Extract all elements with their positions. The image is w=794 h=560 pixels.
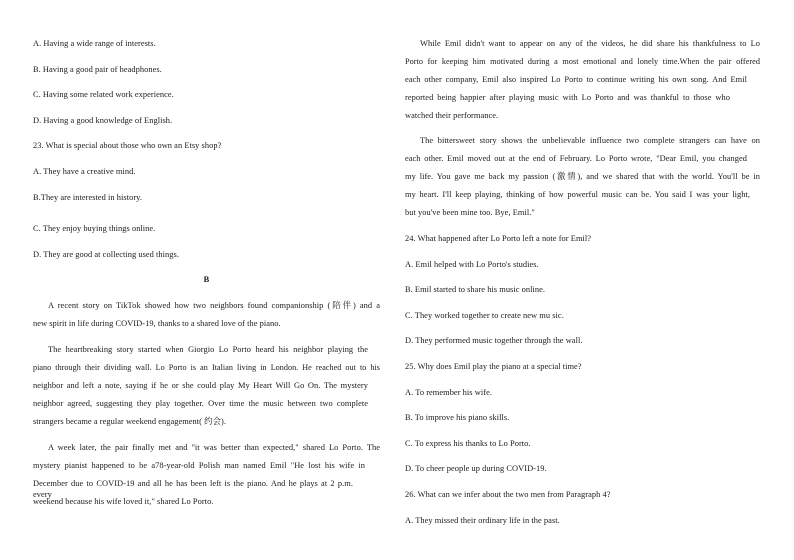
passage-line: my life. You gave me back my passion (激情), and we shared that with the world. You'll be in bbox=[405, 172, 760, 181]
passage-line: strangers became a regular weekend engagement( 约会). bbox=[33, 417, 226, 426]
q22-option-b: B. Having a good pair of headphones. bbox=[33, 65, 162, 74]
q22-option-c: C. Having some related work experience. bbox=[33, 90, 174, 99]
q25-option-b: B. To improve his piano skills. bbox=[405, 413, 510, 422]
q23-option-c: C. They enjoy buying things online. bbox=[33, 224, 156, 233]
passage-line: watched their performance. bbox=[405, 111, 499, 120]
passage-line: new spirit in life during COVID-19, thanks to a shared love of the piano. bbox=[33, 319, 281, 328]
passage-line: each other. Emil moved out at the end of February. Lo Porto wrote, "Dear Emil, you changed bbox=[405, 154, 747, 163]
passage-line: neighbor and left a note, saying if he or she could play My Heart Will Go On. The mystery bbox=[33, 381, 368, 390]
passage-line: A recent story on TikTok showed how two neighbors found companionship (陪伴) and a bbox=[48, 301, 380, 310]
q24-option-a: A. Emil helped with Lo Porto's studies. bbox=[405, 260, 539, 269]
section-label: B bbox=[203, 275, 210, 284]
q22-option-a: A. Having a wide range of interests. bbox=[33, 39, 156, 48]
passage-line: but you've been mine too. Bye, Emil." bbox=[405, 208, 535, 217]
passage-line: Porto for keeping him motivated during a most emotional and lonely time.When the pair offered bbox=[405, 57, 760, 66]
q25-stem: 25. Why does Emil play the piano at a special time? bbox=[405, 362, 582, 371]
passage-line: The bittersweet story shows the unbelievable influence two complete strangers can have on bbox=[420, 136, 760, 145]
q24-option-d: D. They performed music together through the wall. bbox=[405, 336, 583, 345]
q23-option-d: D. They are good at collecting used things. bbox=[33, 250, 179, 259]
passage-line: reported being happier after playing music with Lo Porto and was thankful to those who bbox=[405, 93, 730, 102]
q23-option-b: B.They are interested in history. bbox=[33, 193, 143, 202]
passage-line: piano through their dividing wall. Lo Porto is an Italian living in London. He reached out to his bbox=[33, 363, 380, 372]
q25-option-c: C. To express his thanks to Lo Porto. bbox=[405, 439, 531, 448]
q23-option-a: A. They have a creative mind. bbox=[33, 167, 136, 176]
q23-stem: 23. What is special about those who own an Etsy shop? bbox=[33, 141, 222, 150]
passage-line: While Emil didn't want to appear on any of the videos, he did share his thankfulness to Lo bbox=[420, 39, 760, 48]
q24-option-b: B. Emil started to share his music online. bbox=[405, 285, 546, 294]
q25-option-a: A. To remember his wife. bbox=[405, 388, 492, 397]
passage-line: each other company, Emil also inspired Lo Porto to continue writing his own song. And Emil bbox=[405, 75, 747, 84]
q25-option-d: D. To cheer people up during COVID-19. bbox=[405, 464, 547, 473]
q26-option-a: A. They missed their ordinary life in the past. bbox=[405, 516, 560, 525]
passage-line: neighbor agreed, suggesting they play together. Over time the music between two complete bbox=[33, 399, 368, 408]
passage-line: my heart. I'll keep playing, thinking of how powerful music can be. You said I was your light, bbox=[405, 190, 750, 199]
passage-line: The heartbreaking story started when Giorgio Lo Porto heard his neighbor playing the bbox=[48, 345, 368, 354]
passage-line: A week later, the pair finally met and "it was better than expected," shared Lo Porto. The bbox=[48, 443, 380, 452]
q26-stem: 26. What can we infer about the two men from Paragraph 4? bbox=[405, 490, 611, 499]
passage-line: December due to COVID-19 and all he has been left is the piano. And he plays at 2 p.m. every bbox=[33, 479, 353, 499]
passage-line: mystery pianist happened to be a78-year-old Polish man named Emil "He lost his wife in bbox=[33, 461, 365, 470]
passage-line: weekend because his wife loved it," shared Lo Porto. bbox=[33, 497, 214, 506]
q22-option-d: D. Having a good knowledge of English. bbox=[33, 116, 173, 125]
q24-option-c: C. They worked together to create new mu sic. bbox=[405, 311, 564, 320]
q24-stem: 24. What happened after Lo Porto left a note for Emil? bbox=[405, 234, 592, 243]
